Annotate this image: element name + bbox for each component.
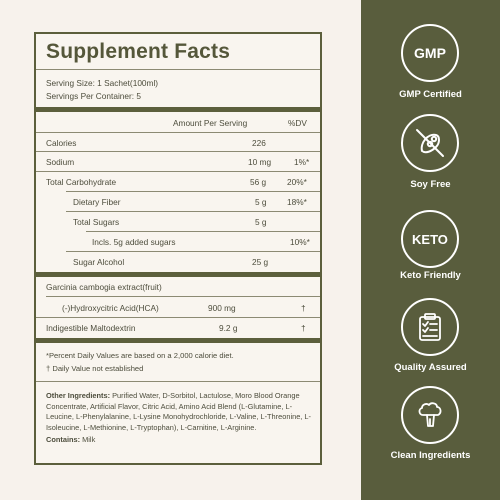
- gmp-text: GMP: [414, 45, 446, 61]
- clipboard-icon: [412, 309, 448, 345]
- row-dv: 10%*: [290, 237, 310, 247]
- row-dv: 18%*: [287, 197, 307, 207]
- divider: [36, 132, 320, 133]
- divider: [46, 296, 320, 297]
- panel-title: Supplement Facts: [46, 40, 231, 63]
- broccoli-icon: [401, 386, 459, 444]
- row-dv: 20%*: [287, 177, 307, 187]
- broccoli-shape: [412, 397, 448, 433]
- keto-text: KETO: [412, 231, 448, 247]
- col-amount-header: Amount Per Serving: [173, 118, 248, 128]
- badge-label-keto: Keto Friendly: [400, 270, 461, 281]
- hca-dv: †: [301, 303, 306, 313]
- thick-divider: [36, 338, 320, 343]
- maltodextrin-name: Indigestible Maltodextrin: [46, 323, 136, 333]
- badge-label-clean: Clean Ingredients: [390, 450, 471, 461]
- row-name: Sugar Alcohol: [73, 257, 125, 267]
- row-amount: 25 g: [252, 257, 269, 267]
- divider: [36, 151, 320, 152]
- row-amount: 5 g: [255, 217, 267, 227]
- row-name: Dietary Fiber: [73, 197, 121, 207]
- divider: [86, 231, 320, 232]
- badge-label-soy-free: Soy Free: [410, 179, 451, 190]
- servings-per-container: Servings Per Container: 5: [46, 91, 142, 101]
- row-amount: 5 g: [255, 197, 267, 207]
- divider: [36, 381, 320, 382]
- soy-bean-icon: [410, 123, 450, 163]
- badge-label-gmp: GMP Certified: [399, 89, 462, 100]
- divider: [66, 191, 320, 192]
- row-amount: 226: [252, 138, 266, 148]
- soy-free-icon: [401, 114, 459, 172]
- contains-line: [46, 435, 312, 446]
- supplement-facts-panel: [34, 32, 322, 465]
- other-ingredients-label: Other Ingredients:: [46, 391, 111, 400]
- maltodextrin-dv: †: [301, 323, 306, 333]
- extract-name: Garcinia cambogia extract(fruit): [46, 282, 162, 292]
- divider: [36, 69, 320, 70]
- row-name: Calories: [46, 138, 77, 148]
- footnote-dv: *Percent Daily Values are based on a 2,000 calorie diet.: [46, 351, 234, 360]
- thick-divider: [36, 272, 320, 277]
- divider: [36, 317, 320, 318]
- serving-size: Serving Size: 1 Sachet(100ml): [46, 78, 159, 88]
- footnote-dagger: † Daily Value not established: [46, 364, 144, 373]
- maltodextrin-amount: 9.2 g: [219, 323, 238, 333]
- badges-panel: [361, 0, 500, 500]
- row-name: Total Carbohydrate: [46, 177, 117, 187]
- contains-text: Milk: [80, 435, 96, 445]
- row-name: Incls. 5g added sugars: [92, 237, 176, 247]
- hca-name: (-)Hydroxycitric Acid(HCA): [62, 303, 159, 313]
- divider: [66, 211, 320, 212]
- row-dv: 1%*: [294, 157, 310, 167]
- keto-icon: [401, 210, 459, 268]
- row-amount: 56 g: [250, 177, 267, 187]
- divider: [36, 171, 320, 172]
- other-ingredients: [46, 391, 312, 446]
- hca-amount: 900 mg: [208, 303, 236, 313]
- divider: [66, 251, 320, 252]
- row-name: Total Sugars: [73, 217, 120, 227]
- row-amount: 10 mg: [248, 157, 272, 167]
- contains-label: Contains:: [46, 435, 81, 445]
- other-ingredients-text: Purified Water, D-Sorbitol, Lactulose, Moro Blood Orange Concentrate, Artificial Flavor, Citric Acid, Amino Acid Blend (L-Glutamine, L-Leucine, L-Phenylalanine, L-Lysine Monohydrochloride, L-Valine, L-Threonine, L-Isoleucine, L-Methionine, L-Tryptophan), L-Carnitine, L-Arginine.: [46, 391, 311, 432]
- clipboard-check-icon: [401, 298, 459, 356]
- thick-divider: [36, 107, 320, 112]
- col-dv-header: %DV: [288, 118, 307, 128]
- badge-label-quality: Quality Assured: [394, 362, 467, 373]
- row-name: Sodium: [46, 157, 75, 167]
- gmp-icon: [401, 24, 459, 82]
